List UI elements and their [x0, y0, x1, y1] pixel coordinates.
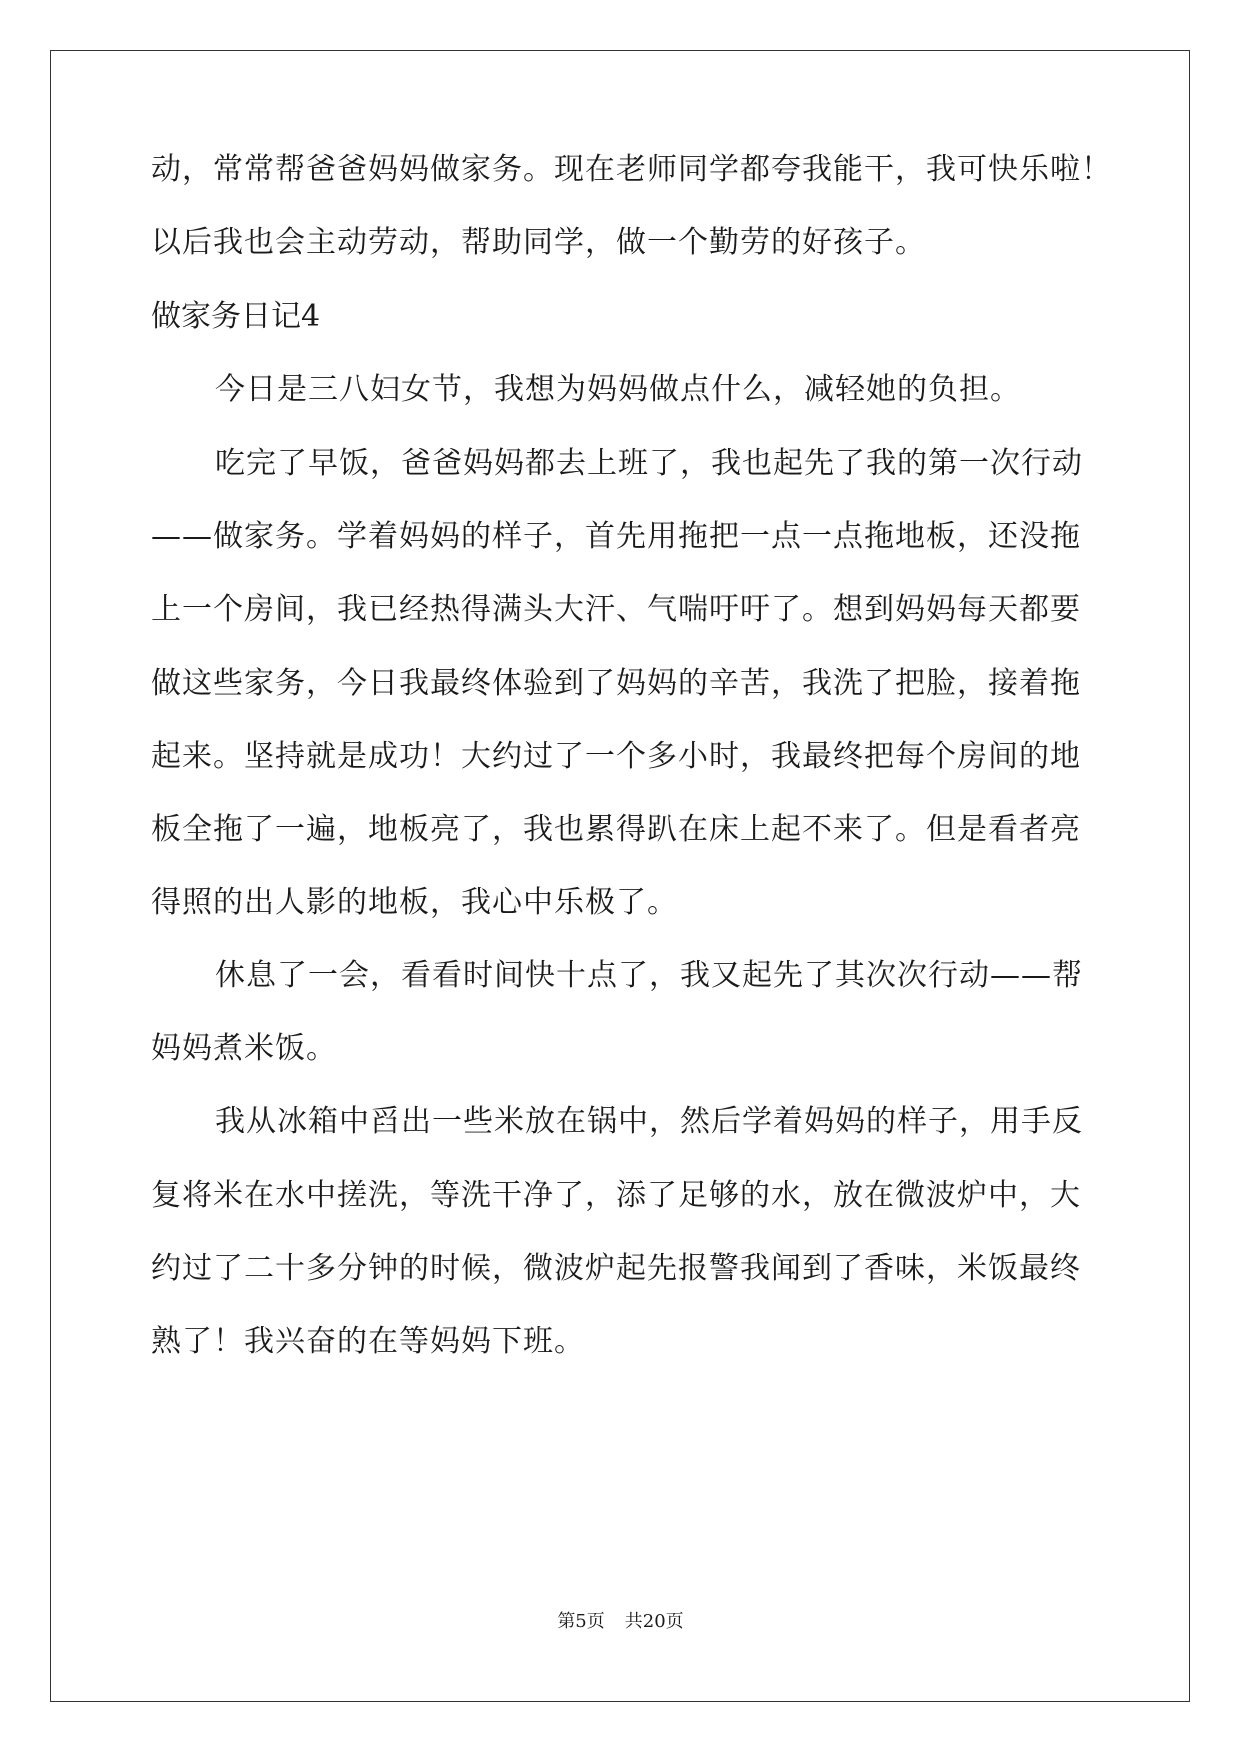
- paragraph-line: 妈妈煮米饭。: [151, 1031, 337, 1066]
- paragraph-line: 得照的出人影的地板，我心中乐极了。: [151, 885, 678, 920]
- paragraph-line: 做这些家务，今日我最终体验到了妈妈的辛苦，我洗了把脸，接着拖: [151, 666, 1081, 701]
- paragraph-line: 复将米在水中搓洗，等洗干净了，添了足够的水，放在微波炉中，大: [151, 1178, 1081, 1213]
- paragraph-line: 动，常常帮爸爸妈妈做家务。现在老师同学都夸我能干，我可快乐啦！: [151, 152, 1112, 187]
- page-total: 共20页: [624, 1611, 684, 1632]
- page-number: 第5页: [557, 1611, 605, 1632]
- paragraph-line: 上一个房间，我已经热得满头大汗、气喘吁吁了。想到妈妈每天都要: [151, 592, 1081, 627]
- paragraph-line: 我从冰箱中舀出一些米放在锅中，然后学着妈妈的样子，用手反: [215, 1104, 1083, 1139]
- paragraph-line: 约过了二十多分钟的时候，微波炉起先报警我闻到了香味，米饭最终: [151, 1251, 1081, 1286]
- paragraph-line: 今日是三八妇女节，我想为妈妈做点什么，减轻她的负担。: [215, 372, 1021, 407]
- paragraph-line: 起来。坚持就是成功！大约过了一个多小时，我最终把每个房间的地: [151, 739, 1081, 774]
- paragraph-line: ——做家务。学着妈妈的样子，首先用拖把一点一点拖地板，还没拖: [151, 519, 1081, 554]
- paragraph-line: 吃完了早饭，爸爸妈妈都去上班了，我也起先了我的第一次行动: [215, 446, 1083, 481]
- section-heading: 做家务日记4: [151, 299, 321, 334]
- paragraph-line: 板全拖了一遍，地板亮了，我也累得趴在床上起不来了。但是看者亮: [151, 812, 1081, 847]
- page-footer: [0, 1610, 1241, 1634]
- paragraph-line: 以后我也会主动劳动，帮助同学，做一个勤劳的好孩子。: [151, 225, 926, 260]
- paragraph-line: 熟了！我兴奋的在等妈妈下班。: [151, 1324, 585, 1359]
- paragraph-line: 休息了一会，看看时间快十点了，我又起先了其次次行动——帮: [215, 958, 1083, 993]
